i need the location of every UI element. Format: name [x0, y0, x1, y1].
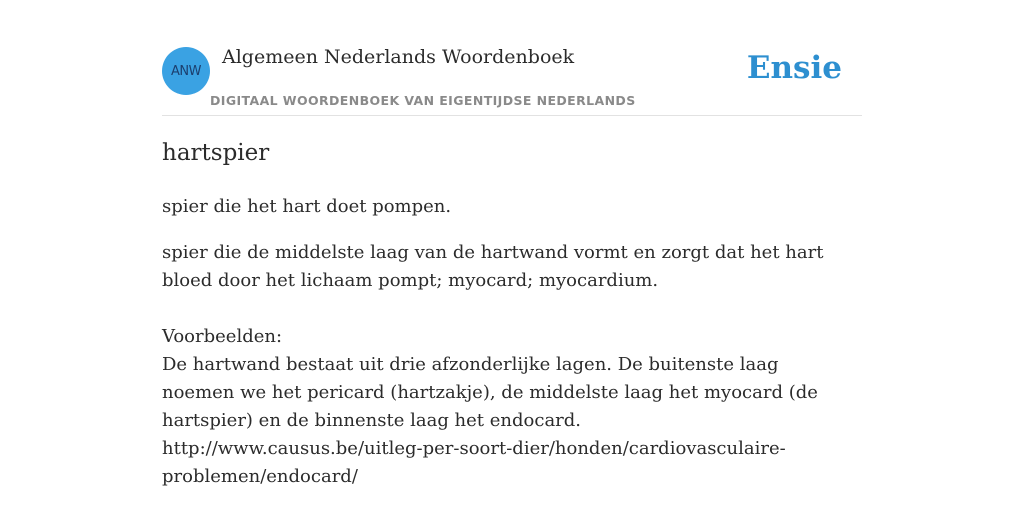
page	[162, 0, 862, 512]
long-definition: spier die de middelste laag van de hartwand vormt en zorgt dat het hart bloed door het lichaam pompt; myocard; myocardium.	[162, 242, 824, 291]
example-text: De hartwand bestaat uit drie afzonderlijke lagen. De buitenste laag noemen we het pericard (hartzakje), de middelste laag het myocard (de hartspier) en de binnenste laag het endocard.	[162, 354, 818, 431]
example-source-line-2: problemen/endocard/	[162, 466, 358, 487]
ensie-logo[interactable]: Ensie	[746, 50, 842, 86]
site-title[interactable]: Algemeen Nederlands Woordenboek	[222, 46, 575, 68]
logo-text: ANW	[171, 63, 201, 79]
spacer	[162, 295, 852, 323]
examples-label: Voorbeelden:	[162, 326, 283, 347]
short-definition: spier die het hart doet pompen.	[162, 196, 452, 217]
headword: hartspier	[162, 140, 270, 166]
site-subtitle: DIGITAAL WOORDENBOEK VAN EIGENTIJDSE NEDERLANDS	[210, 93, 636, 108]
example-source-line-1: http://www.causus.be/uitleg-per-soort-dier/honden/cardiovasculaire-	[162, 438, 786, 459]
entry-content	[162, 239, 852, 491]
anw-logo[interactable]	[162, 47, 210, 95]
header-divider	[162, 115, 862, 116]
